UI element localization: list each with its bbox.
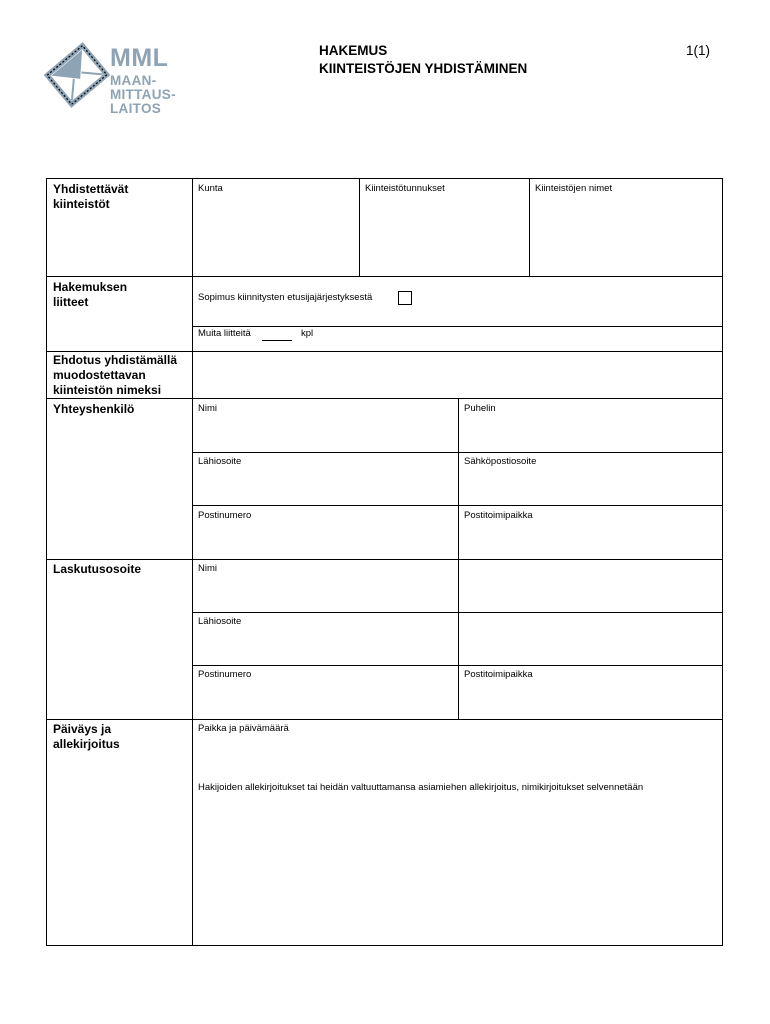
page-number: 1(1) <box>686 43 711 58</box>
logo-line-2: MITTAUS- <box>110 87 176 102</box>
label-column-divider <box>192 179 193 945</box>
logo-line-3: LAITOS <box>110 101 162 116</box>
field-label-sahkopostiosoite: Sähköpostiosoite <box>464 456 537 467</box>
field-label-paikka-ja-paivamaara: Paikka ja päivämäärä <box>198 723 289 734</box>
section-label-paivays: Päiväys ja allekirjoitus <box>53 722 120 751</box>
section-label-ehdotus: Ehdotus yhdistämällä muodostettavan kiinteistön nimeksi <box>53 353 178 397</box>
row-divider <box>192 505 722 506</box>
document-title <box>319 42 527 78</box>
section-label-laskutusosoite: Laskutusosoite <box>53 562 142 576</box>
field-label-kpl: kpl <box>301 328 314 339</box>
title-line-1: HAKEMUS <box>319 43 388 58</box>
row-divider <box>192 326 722 327</box>
field-label-postitoimipaikka: Postitoimipaikka <box>464 669 533 680</box>
envelope-emblem-icon <box>44 42 110 108</box>
row-divider <box>192 612 722 613</box>
logo-wordmark <box>110 46 176 116</box>
logo-line-1: MAAN- <box>110 73 157 88</box>
field-label-kiinteistotunnukset: Kiinteistötunnukset <box>365 183 445 194</box>
field-label-kunta: Kunta <box>198 183 223 194</box>
field-label-allekirjoitukset: Hakijoiden allekirjoitukset tai heidän valtuuttamansa asiamiehen allekirjoitus, nimikirjoitukset selvennetään <box>198 782 644 793</box>
field-label-postitoimipaikka: Postitoimipaikka <box>464 510 533 521</box>
application-form <box>46 178 723 946</box>
field-label-nimi: Nimi <box>198 403 217 414</box>
column-divider <box>458 398 459 719</box>
field-label-sopimus: Sopimus kiinnitysten etusijajärjestyksestä <box>198 292 373 303</box>
row-divider <box>47 276 722 277</box>
column-divider <box>359 179 360 276</box>
row-divider <box>192 452 722 453</box>
section-label-liitteet: Hakemuksen liitteet <box>53 280 128 309</box>
field-label-lahiosoite: Lähiosoite <box>198 456 242 467</box>
sopimus-checkbox[interactable] <box>398 291 412 305</box>
section-label-yhteyshenkilo: Yhteyshenkilö <box>53 402 135 416</box>
row-divider <box>47 351 722 352</box>
row-divider <box>47 559 722 560</box>
section-label-yhdistettavat: Yhdistettävät kiinteistöt <box>53 182 129 211</box>
field-label-muita-liitteita: Muita liitteitä <box>198 328 251 339</box>
title-line-2: KIINTEISTÖJEN YHDISTÄMINEN <box>319 61 528 76</box>
row-divider <box>47 719 722 720</box>
field-label-nimi: Nimi <box>198 563 217 574</box>
muita-liitteita-count-input[interactable] <box>262 340 292 341</box>
row-divider <box>192 665 722 666</box>
field-label-lahiosoite: Lähiosoite <box>198 616 242 627</box>
mml-logo <box>44 40 194 120</box>
column-divider <box>529 179 530 276</box>
field-label-postinumero: Postinumero <box>198 669 252 680</box>
row-divider <box>47 398 722 399</box>
field-label-puhelin: Puhelin <box>464 403 496 414</box>
field-label-kiinteistojen-nimet: Kiinteistöjen nimet <box>535 183 613 194</box>
field-label-postinumero: Postinumero <box>198 510 252 521</box>
logo-abbr: MML <box>110 44 169 72</box>
